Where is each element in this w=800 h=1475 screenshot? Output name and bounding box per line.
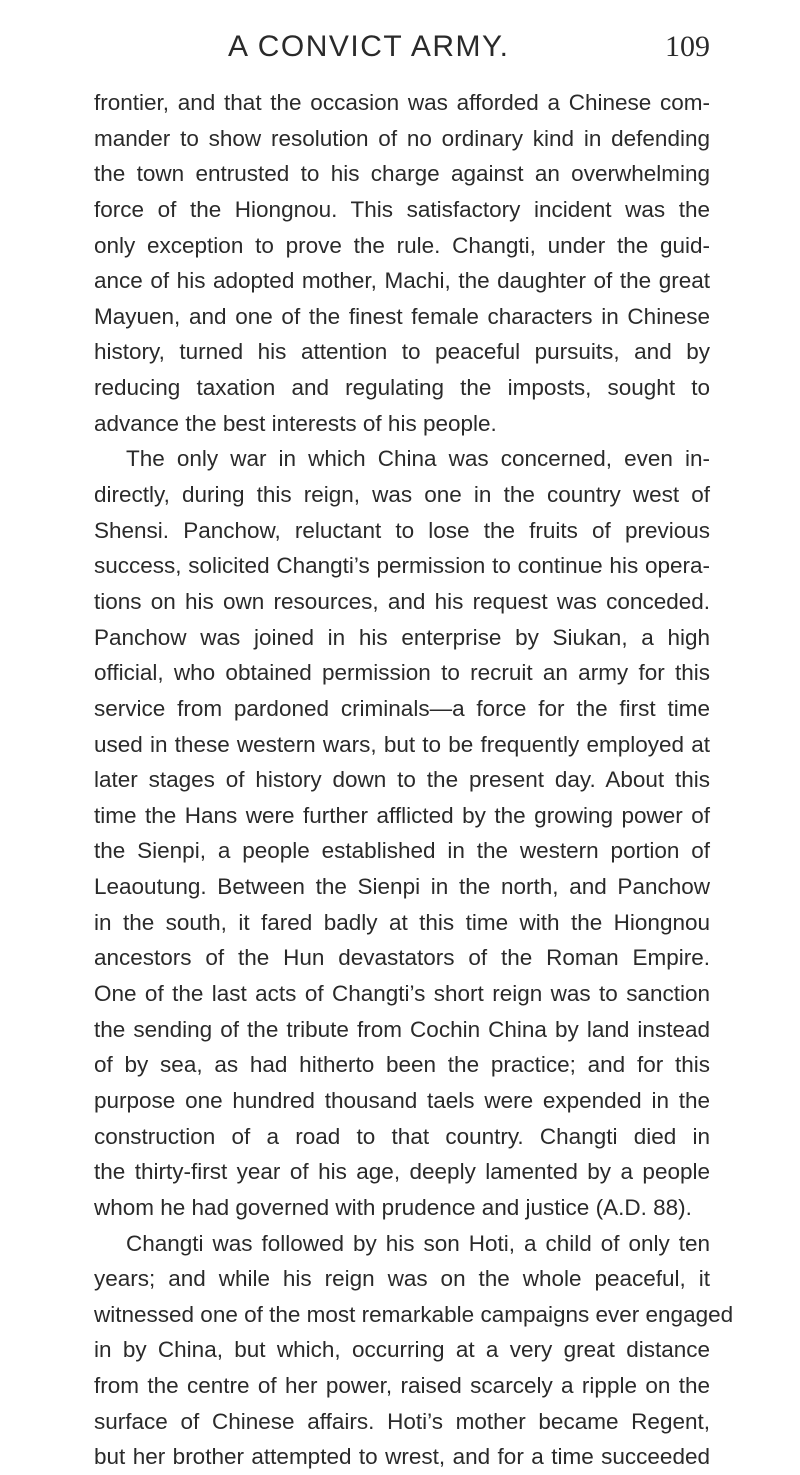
text-line: mander to show resolution of no ordinary kind in defending [94,125,710,151]
text-line: the Sienpi, a people established in the western portion of [94,838,710,864]
page-number: 109 [665,30,710,63]
text-line: the thirty-first year of his age, deeply lamented by a people [94,1159,710,1185]
text-line: history, turned his attention to peaceful pursuits, and by [94,339,710,365]
text-line: surface of Chinese affairs. Hoti’s mother became Regent, [94,1408,710,1434]
text-line: reducing taxation and regulating the imposts, sought to [94,375,710,401]
paragraph-first-line: Changti was followed by his son Hoti, a child of only ten [126,1230,710,1256]
running-head [94,30,710,78]
paragraph-end-line: whom he had governed with prudence and justice (A.D. 88). [94,1194,692,1220]
text-line: official, who obtained permission to recruit an army for this [94,660,710,686]
text-line: directly, during this reign, was one in the country west of [94,482,710,508]
text-line: time the Hans were further afflicted by the growing power of [94,802,710,828]
text-line: tions on his own resources, and his request was conceded. [94,588,710,614]
paragraph-end-line: advance the best interests of his people. [94,410,497,436]
text-line: success, solicited Changti’s permission to continue his opera- [94,553,710,579]
text-line: Shensi. Panchow, reluctant to lose the fruits of previous [94,517,710,543]
text-line: One of the last acts of Changti’s short reign was to sanction [94,981,710,1007]
text-line: in by China, but which, occurring at a very great distance [94,1337,710,1363]
text-line: but her brother attempted to wrest, and for a time succeeded [94,1444,710,1470]
text-line: force of the Hiongnou. This satisfactory incident was the [94,196,710,222]
text-line: of by sea, as had hitherto been the practice; and for this [94,1052,710,1078]
body-text [94,85,734,1475]
running-title: A CONVICT ARMY. [228,30,510,63]
text-line: frontier, and that the occasion was afforded a Chinese com- [94,90,710,115]
paragraph-first-line: The only war in which China was concerned, even in- [126,446,710,472]
text-line: purpose one hundred thousand taels were expended in the [94,1087,710,1113]
text-line: the sending of the tribute from Cochin China by land instead [94,1016,710,1042]
text-line: only exception to prove the rule. Changti, under the guid- [94,232,710,258]
text-line: in the south, it fared badly at this time with the Hiongnou [94,909,710,935]
text-line: ance of his adopted mother, Machi, the daughter of the great [94,268,710,294]
text-line: Mayuen, and one of the finest female characters in Chinese [94,303,710,329]
text-line: Leaoutung. Between the Sienpi in the north, and Panchow [94,874,710,900]
text-line: used in these western wars, but to be frequently employed at [94,731,710,757]
text-line: ancestors of the Hun devastators of the Roman Empire. [94,945,710,971]
text-line: later stages of history down to the present day. About this [94,767,710,793]
text-line: the town entrusted to his charge against an overwhelming [94,161,710,187]
text-line: from the centre of her power, raised scarcely a ripple on the [94,1373,710,1399]
text-line: witnessed one of the most remarkable campaigns ever engaged [94,1301,734,1327]
text-line: years; and while his reign was on the whole peaceful, it [94,1266,710,1292]
text-line: Panchow was joined in his enterprise by Siukan, a high [94,624,710,650]
text-line: service from pardoned criminals—a force for the first time [94,695,710,721]
text-line: construction of a road to that country. Changti died in [94,1123,710,1149]
